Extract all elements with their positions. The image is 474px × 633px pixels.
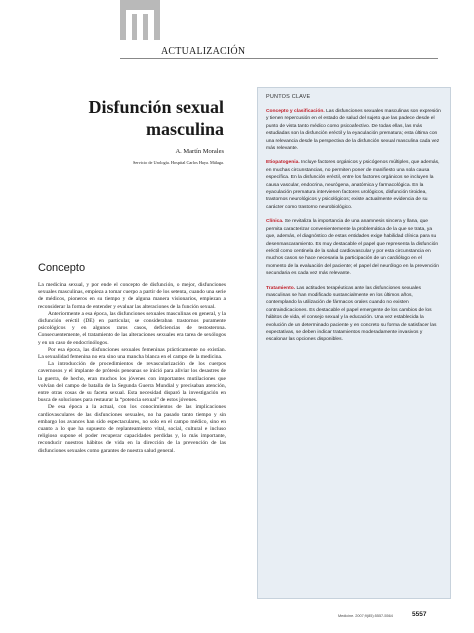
paragraph: La introducción de procedimientos de revascularización de los cuerpos cavernosos y el implante de prótesis peneanas se inició para aliviar los desastres de la guerra, de hecho, eran muchos los jóvenes con importantes mutilaciones que volvían del campo de batalla de la Segunda Guerra Mundial y precisaban atención, entre otras cosas de su faceta sexual. Esta necesidad disparó la investigación en busca de soluciones para restaurar la “potencia sexual” de estos jóvenes. [38, 361, 226, 404]
article-title [24, 96, 224, 140]
author: A. Martín Morales [175, 148, 224, 155]
key-point [266, 218, 442, 277]
key-points-title: PUNTOS CLAVE [266, 94, 311, 100]
section-rule [120, 58, 438, 59]
journal-logo-icon [120, 0, 160, 40]
footer-citation: Medicine. 2007;9(85):5557-5564 [338, 614, 393, 618]
key-point-heading: Tratamiento. [266, 285, 296, 291]
key-point [266, 285, 442, 344]
paragraph: De esa época a la actual, con los conocimientos de las implicaciones cardiovasculares de las disfunciones sexuales, no ha pasado tanto tiempo y sin embargo los avances han sido espectaculares, no solo en el campo médico, sino en cuanto a lo que ha supuesto de replanteamiento vital, social, cultural e incluso religioso supone el poder recuperar capacidades perdidas y, lo más importante, reconducir nuestros hábitos de vida en la dirección de la prevención de las disfunciones sexuales como garantes de nuestra salud general. [38, 404, 226, 454]
key-point-text: Las disfunciones sexuales masculinas son expresión y tienen repercusión en el estado de salud del sujeto que las padece desde el punto de vista tanto médico como psicoafectivo. De todas ellas, las más estudiadas son la disfunción eréctil y la eyaculación prematura; esta última con una relevancia desde la perspectiva de la disfunción sexual masculina cada vez más relevante. [266, 109, 441, 152]
paragraph: Por esa época, las disfunciones sexuales femeninas prácticamente no existían. La sexualidad femenina no era sino una mancha blanca en el campo de la medicina. [38, 346, 226, 361]
key-point-heading: Concepto y clasificación. [266, 109, 325, 114]
body-text [38, 282, 226, 455]
key-point [266, 108, 442, 152]
section-label: ACTUALIZACIÓN [161, 46, 246, 57]
key-point-text: Incluye factores orgánicos y psicógenos múltiples, que además, en muchas circunstancias, no permiten poner de manifiesto una sola causa específica. En la disfunción eréctil, entre los factores orgánicos se incluyen la causa vascular, endocrina, neurógena, anatómica y farmacológica. En la eyaculación prematura intervienen factores urológicos, disfunción tiroidea, trastornos neurológicos y psicológicos; existe actualmente evidencia de su carácter como trastorno neurobiológico. [266, 160, 440, 210]
key-point-text: Las actitudes terapéuticas ante las disfunciones sexuales masculinas se han modificado sustancialmente en los últimos años, contemplando la utilización de fármacos orales cuando no existen contraindicaciones. Es destacable el papel emergente de los cambios de los hábitos de vida, el consejo sexual y la educación. Una vez establecida la evolución de un determinado paciente y en concreto su forma de satisfacer las expectativas, se deben indicar tratamientos moderadamente invasivos y escalonar las opciones disponibles. [266, 285, 437, 343]
key-point-heading: Clínica. [266, 219, 284, 225]
section-heading: Concepto [38, 262, 86, 274]
affiliation: Servicio de Urología. Hospital Carlos Haya. Málaga. [132, 160, 224, 165]
title-line-1: Disfunción sexual [88, 97, 224, 117]
paragraph: Anteriormente a esa época, las disfunciones sexuales masculinas en general, y la disfunción eréctil (DE) en particular, se consideraban trastornos puramente psicológicos y en algunos raros casos, deficiencias de testosterona. Consecuentemente, el tratamiento de las alteraciones sexuales era tarea de sexólogos y en un caso de endocrinólogos. [38, 310, 226, 346]
title-line-2: masculina [145, 119, 224, 139]
paragraph: La medicina sexual, y por ende el concepto de disfunción, o mejor, disfunciones sexuales masculinas, empieza a tomar cuerpo a partir de los setenta, cuando una serie de médicos, pioneros en su tiempo y de alguna manera visionarios, empiezan a reconsiderar la forma de entender y evaluar las alteraciones de la función sexual. [38, 282, 226, 310]
key-point [266, 159, 442, 211]
key-point-heading: Etiopatogenia. [266, 160, 300, 166]
key-point-text: Se revitaliza la importancia de una anamnesis sincera y llana, que permita caracterizar convenientemente la problemática de la que se trata, ya que, además, el diagnóstico de estas entidades exige habilidad clínica para su desenmascaramiento. Es muy destacable el papel que representa la disfunción eréctil como centinela de la salud cardiovascular y por esta circunstancia en muchos casos se hace necesaria la participación de un cardiólogo en el momento de la evaluación del paciente; el papel del neurólogo en la prevención secundaria es cada vez más relevante. [266, 219, 439, 277]
key-points-box [257, 87, 451, 599]
page-number: 5557 [412, 611, 427, 618]
